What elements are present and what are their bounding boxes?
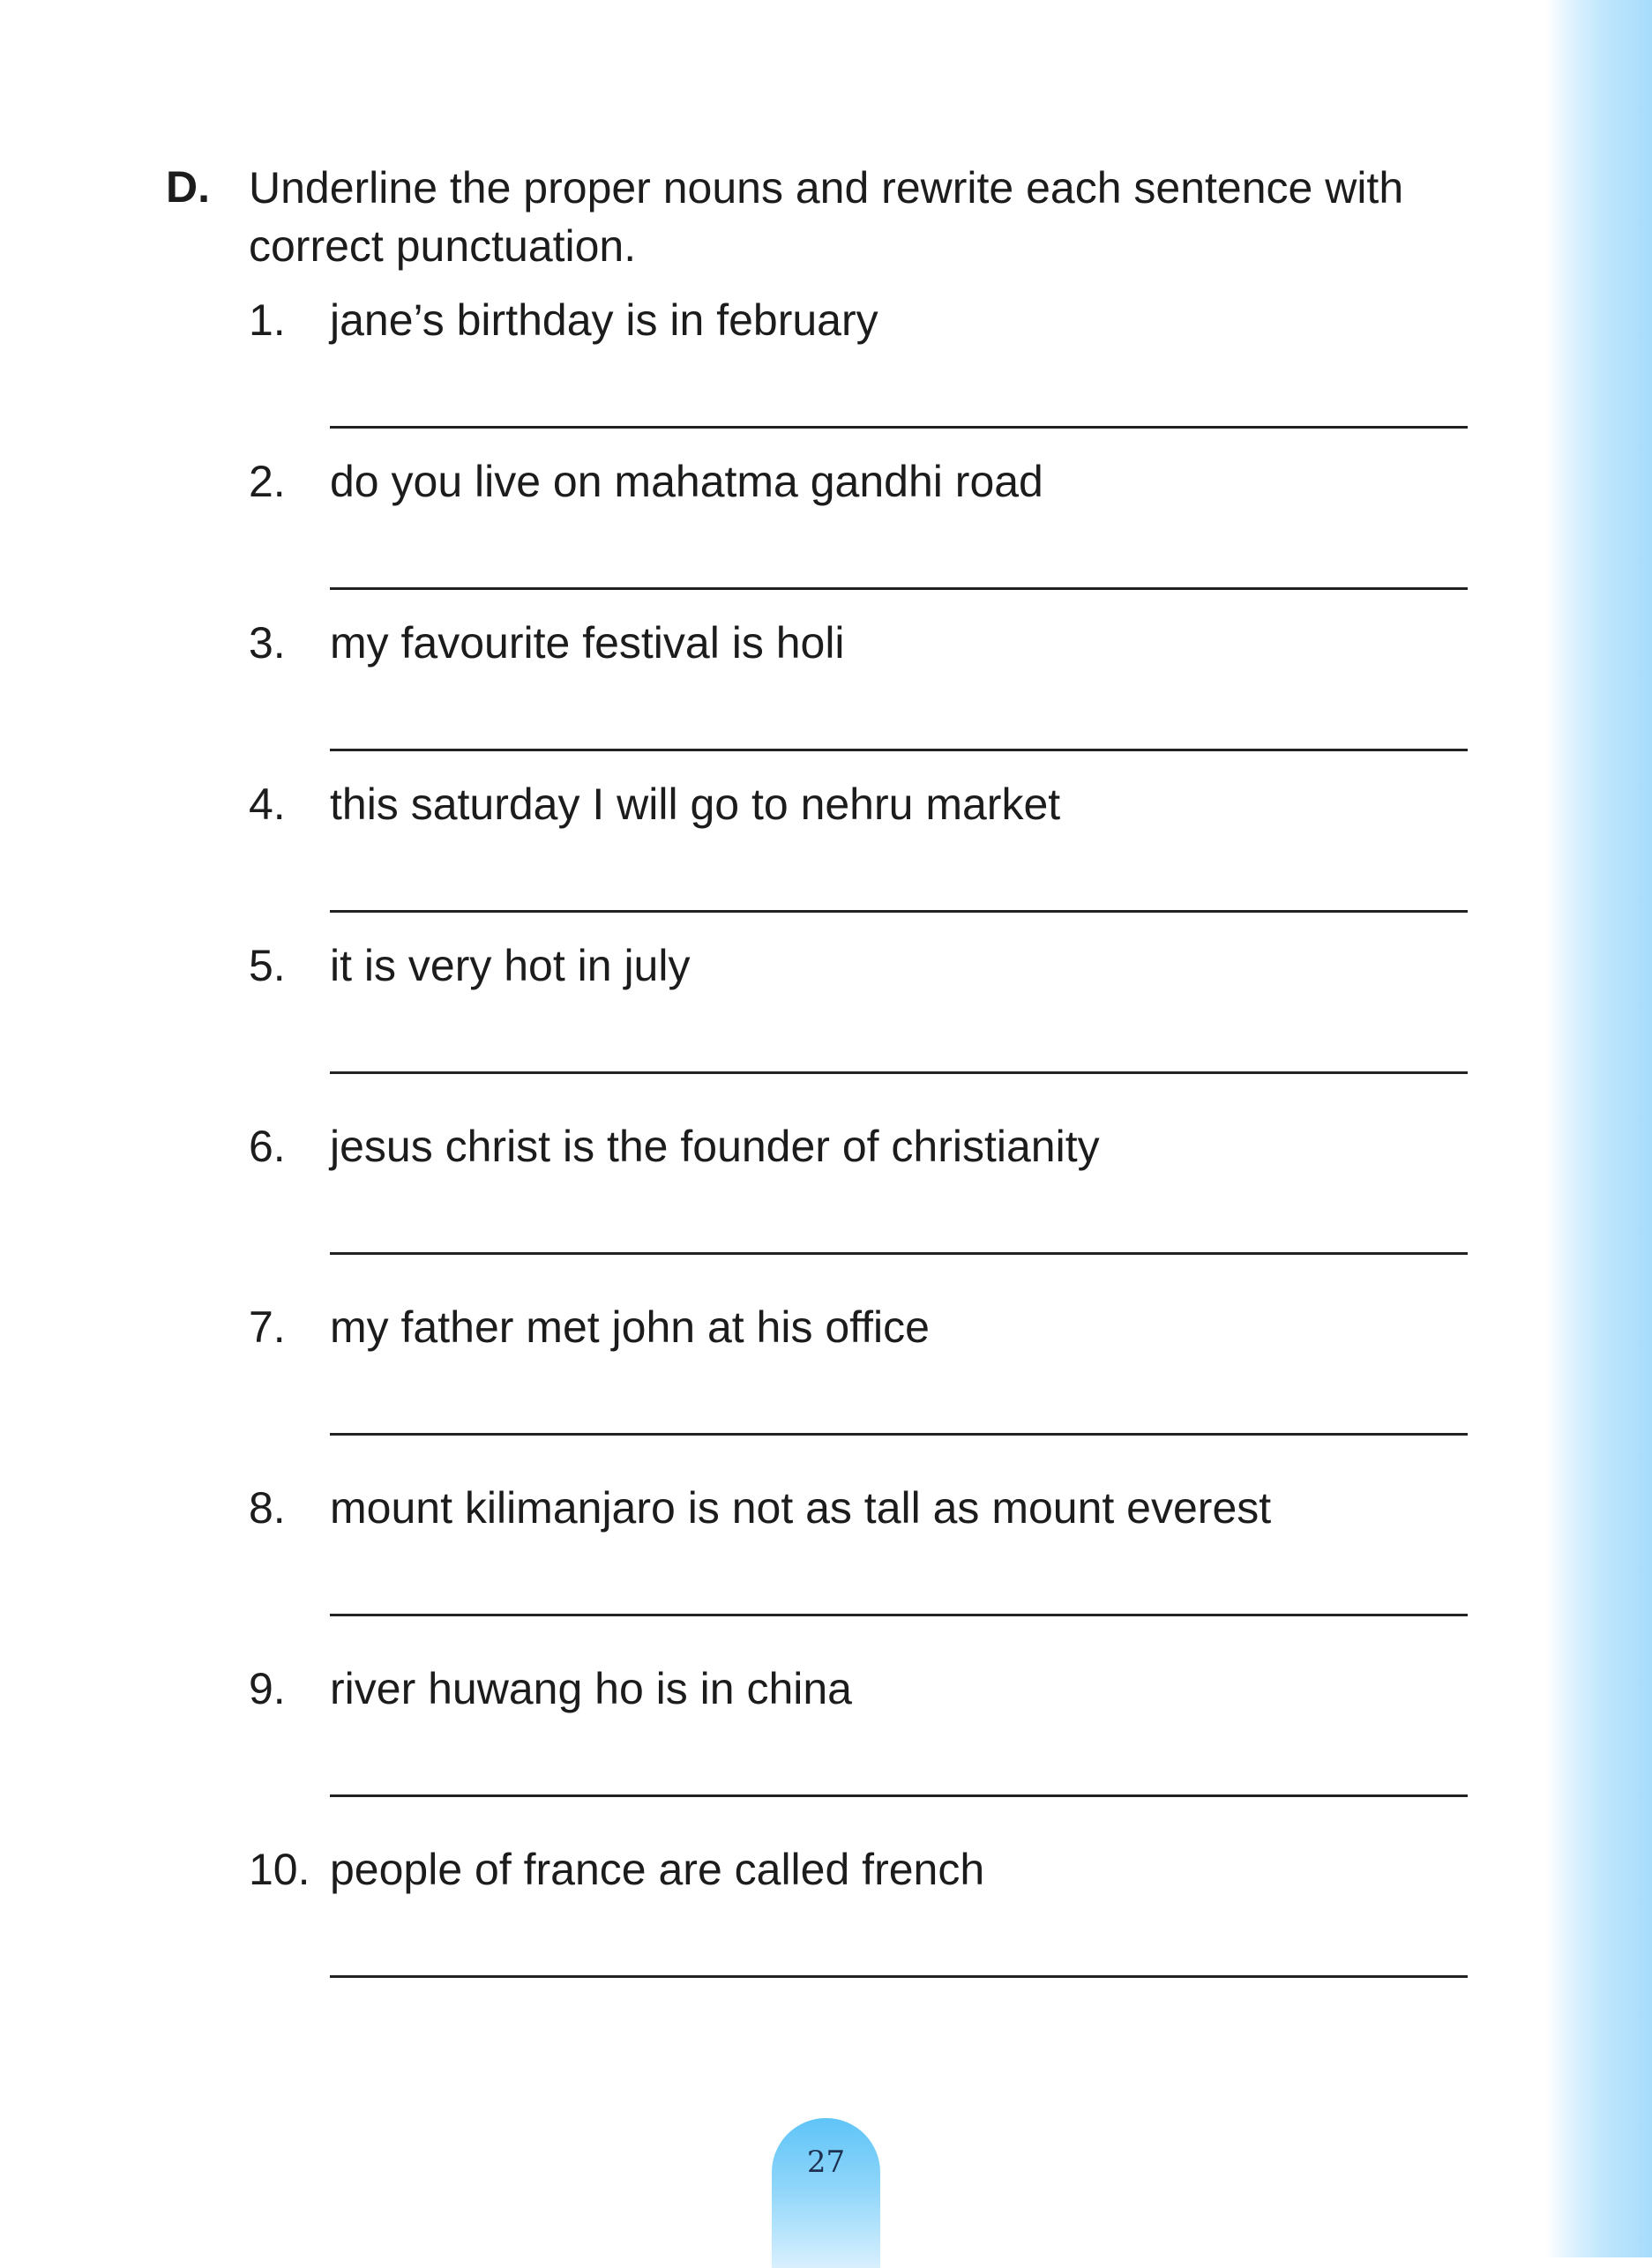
question-item	[249, 936, 1484, 1117]
question-sentence: my favourite festival is holi	[330, 618, 845, 668]
question-sentence: it is very hot in july	[330, 941, 691, 990]
answer-line[interactable]	[330, 910, 1468, 913]
answer-line[interactable]	[330, 1252, 1468, 1255]
answer-line[interactable]	[330, 426, 1468, 429]
question-number: 6.	[249, 1122, 286, 1171]
answer-line[interactable]	[330, 1794, 1468, 1797]
page-number-tab	[772, 2118, 880, 2268]
side-decorative-strip	[1546, 0, 1652, 2257]
question-number: 7.	[249, 1302, 286, 1352]
question-number: 2.	[249, 457, 286, 506]
question-item	[249, 291, 1484, 452]
question-sentence: people of france are called french	[330, 1845, 985, 1894]
answer-line[interactable]	[330, 1975, 1468, 1978]
answer-line[interactable]	[330, 587, 1468, 590]
answer-line[interactable]	[330, 1433, 1468, 1436]
question-number: 10.	[249, 1845, 310, 1894]
question-sentence: jane’s birthday is in february	[330, 295, 878, 345]
question-number: 4.	[249, 780, 286, 829]
question-number: 1.	[249, 295, 286, 345]
question-item	[249, 1479, 1484, 1660]
question-sentence: do you live on mahatma gandhi road	[330, 457, 1043, 506]
question-sentence: my father met john at his office	[330, 1302, 930, 1352]
question-sentence: river huwang ho is in china	[330, 1664, 852, 1713]
question-number: 3.	[249, 618, 286, 668]
question-item	[249, 775, 1484, 936]
question-number: 9.	[249, 1664, 286, 1713]
question-item	[249, 1840, 1484, 2021]
question-sentence: jesus christ is the founder of christianity	[330, 1122, 1100, 1171]
section-instructions: Underline the proper nouns and rewrite each sentence with correct punctuation.	[249, 163, 1404, 271]
question-item	[249, 1117, 1484, 1298]
question-item	[249, 1660, 1484, 1840]
section-letter: D.	[166, 162, 210, 212]
question-item	[249, 1298, 1484, 1479]
question-list	[249, 291, 1484, 2021]
answer-line[interactable]	[330, 749, 1468, 751]
question-number: 8.	[249, 1483, 286, 1533]
question-number: 5.	[249, 941, 286, 990]
question-sentence: this saturday I will go to nehru market	[330, 780, 1061, 829]
question-item	[249, 614, 1484, 775]
answer-line[interactable]	[330, 1614, 1468, 1616]
page-number: 27	[806, 2145, 846, 2180]
question-sentence: mount kilimanjaro is not as tall as mount everest	[330, 1483, 1272, 1533]
answer-line[interactable]	[330, 1071, 1468, 1074]
question-item	[249, 452, 1484, 614]
